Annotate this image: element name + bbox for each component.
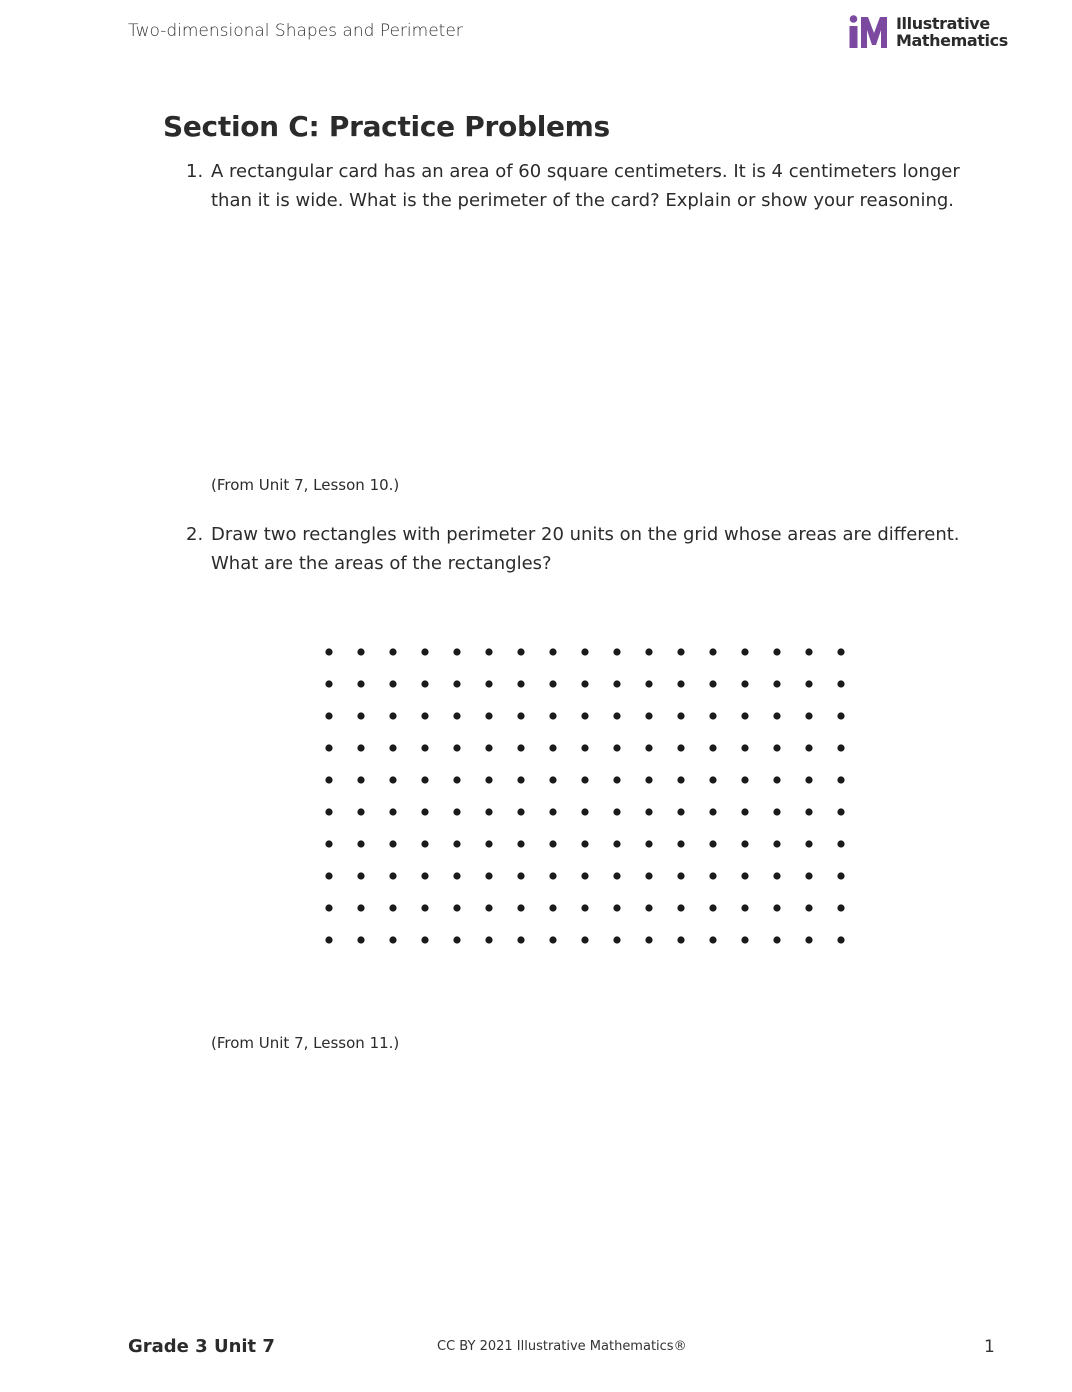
grid-dot <box>517 936 524 943</box>
grid-dot <box>581 936 588 943</box>
grid-dot <box>645 872 652 879</box>
grid-dot <box>741 904 748 911</box>
logo-line-1: Illustrative <box>896 14 990 33</box>
grid-dot <box>357 648 364 655</box>
grid-dot <box>805 840 812 847</box>
grid-dot <box>549 776 556 783</box>
grid-dot <box>421 840 428 847</box>
grid-dot <box>741 872 748 879</box>
footer-grade-unit: Grade 3 Unit 7 <box>128 1336 275 1357</box>
grid-dot <box>485 776 492 783</box>
grid-dot <box>549 744 556 751</box>
grid-dot <box>709 808 716 815</box>
grid-dot <box>325 648 332 655</box>
grid-dot <box>645 936 652 943</box>
section-title: Section C: Practice Problems <box>163 110 610 143</box>
grid-dot <box>357 680 364 687</box>
grid-dot <box>549 872 556 879</box>
grid-dot <box>709 904 716 911</box>
grid-dot <box>677 744 684 751</box>
grid-dot <box>581 776 588 783</box>
grid-dot <box>837 872 844 879</box>
grid-dot <box>613 744 620 751</box>
grid-dot <box>517 872 524 879</box>
problem-2-source: (From Unit 7, Lesson 11.) <box>211 1034 400 1052</box>
grid-dot <box>325 744 332 751</box>
problem-2-number: 2. <box>186 524 204 545</box>
grid-dot <box>357 936 364 943</box>
grid-dot <box>837 840 844 847</box>
grid-dot <box>453 648 460 655</box>
grid-dot <box>741 840 748 847</box>
problem-1-text: A rectangular card has an area of 60 square centimeters. It is 4 centimeters longer than it is wide. What is the perimeter of the card? Explain or show your reasoning. <box>211 161 960 211</box>
grid-dot <box>773 712 780 719</box>
grid-dot <box>837 648 844 655</box>
grid-dot <box>837 744 844 751</box>
grid-dot <box>581 904 588 911</box>
grid-dot <box>325 872 332 879</box>
grid-dot <box>421 904 428 911</box>
grid-dot <box>837 808 844 815</box>
grid-dot <box>549 712 556 719</box>
grid-dot <box>453 680 460 687</box>
grid-dot <box>709 872 716 879</box>
logo-line-2: Mathematics <box>896 31 1008 50</box>
grid-dot <box>357 904 364 911</box>
grid-dot <box>517 744 524 751</box>
grid-dot <box>581 872 588 879</box>
problem-1 <box>186 157 976 215</box>
grid-dot <box>645 744 652 751</box>
grid-dot <box>741 648 748 655</box>
grid-dot <box>805 648 812 655</box>
grid-dot <box>709 680 716 687</box>
problem-2 <box>186 520 976 578</box>
grid-dot <box>837 680 844 687</box>
grid-dot <box>837 776 844 783</box>
grid-dot <box>325 776 332 783</box>
grid-dot <box>357 808 364 815</box>
grid-dot <box>773 680 780 687</box>
grid-dot <box>357 872 364 879</box>
grid-dot <box>645 904 652 911</box>
grid-dot <box>453 872 460 879</box>
grid-dot <box>581 840 588 847</box>
grid-dot <box>453 904 460 911</box>
grid-dot <box>389 744 396 751</box>
grid-dot <box>581 808 588 815</box>
grid-dot <box>613 840 620 847</box>
grid-dot <box>805 744 812 751</box>
grid-dot <box>581 680 588 687</box>
grid-dot <box>389 840 396 847</box>
grid-dot <box>709 712 716 719</box>
grid-dot <box>709 776 716 783</box>
page-number: 1 <box>984 1337 995 1357</box>
grid-dot <box>453 936 460 943</box>
grid-dot <box>613 808 620 815</box>
grid-dot <box>549 680 556 687</box>
grid-dot <box>773 936 780 943</box>
grid-dot <box>485 680 492 687</box>
grid-dot <box>805 904 812 911</box>
grid-dot <box>453 808 460 815</box>
grid-dot <box>485 904 492 911</box>
grid-dot <box>549 808 556 815</box>
grid-dot <box>613 776 620 783</box>
grid-dot <box>389 808 396 815</box>
grid-dot <box>581 648 588 655</box>
grid-dot <box>581 744 588 751</box>
grid-dot <box>325 680 332 687</box>
grid-dot <box>325 904 332 911</box>
grid-dot <box>677 936 684 943</box>
grid-dot <box>581 712 588 719</box>
illustrative-mathematics-logo <box>848 14 1008 50</box>
grid-dot <box>741 680 748 687</box>
grid-dot <box>421 648 428 655</box>
grid-dot <box>741 744 748 751</box>
grid-dot <box>453 776 460 783</box>
grid-dot <box>549 904 556 911</box>
grid-dot <box>677 872 684 879</box>
grid-dot <box>741 776 748 783</box>
grid-dot <box>677 840 684 847</box>
grid-dot <box>421 744 428 751</box>
grid-dot <box>645 680 652 687</box>
grid-dot <box>485 744 492 751</box>
grid-dot <box>837 904 844 911</box>
grid-dot <box>325 808 332 815</box>
grid-dot <box>677 712 684 719</box>
grid-dot <box>709 648 716 655</box>
grid-dot <box>453 712 460 719</box>
grid-dot <box>357 840 364 847</box>
grid-dot <box>421 712 428 719</box>
grid-dot <box>325 712 332 719</box>
grid-dot <box>357 744 364 751</box>
grid-dot <box>677 904 684 911</box>
grid-dot <box>741 712 748 719</box>
grid-dot <box>421 936 428 943</box>
grid-dot <box>325 936 332 943</box>
grid-dot <box>517 776 524 783</box>
grid-dot <box>741 808 748 815</box>
grid-dot <box>389 680 396 687</box>
grid-dot <box>613 904 620 911</box>
grid-dot <box>485 840 492 847</box>
grid-dot <box>805 776 812 783</box>
grid-dot <box>613 680 620 687</box>
grid-dot <box>325 840 332 847</box>
grid-dot <box>773 744 780 751</box>
grid-dot <box>645 648 652 655</box>
grid-dot <box>709 936 716 943</box>
grid-dot <box>549 840 556 847</box>
grid-dot <box>613 872 620 879</box>
grid-dot <box>805 712 812 719</box>
problem-2-text: Draw two rectangles with perimeter 20 units on the grid whose areas are different. What are the areas of the rectangles? <box>211 524 960 574</box>
grid-dot <box>645 712 652 719</box>
grid-dot <box>805 808 812 815</box>
grid-dot <box>677 776 684 783</box>
grid-dot <box>645 776 652 783</box>
grid-dot <box>837 712 844 719</box>
grid-dot <box>613 712 620 719</box>
grid-dot <box>677 680 684 687</box>
grid-dot <box>517 680 524 687</box>
grid-dot <box>773 872 780 879</box>
grid-dot <box>773 776 780 783</box>
grid-dot <box>421 776 428 783</box>
grid-dot <box>485 936 492 943</box>
grid-dot <box>421 808 428 815</box>
grid-dot <box>773 904 780 911</box>
grid-dot <box>773 648 780 655</box>
grid-dot <box>517 648 524 655</box>
grid-dot <box>357 776 364 783</box>
grid-dot <box>805 680 812 687</box>
header-title: Two-dimensional Shapes and Perimeter <box>128 21 463 41</box>
grid-dot <box>517 808 524 815</box>
grid-dot <box>613 936 620 943</box>
grid-dot <box>549 648 556 655</box>
grid-dot <box>677 648 684 655</box>
grid-dot <box>421 872 428 879</box>
grid-dot <box>805 872 812 879</box>
grid-dot <box>741 936 748 943</box>
grid-dot <box>517 904 524 911</box>
grid-dot <box>805 936 812 943</box>
grid-dot <box>485 872 492 879</box>
im-logo-icon <box>848 15 888 49</box>
grid-dot <box>677 808 684 815</box>
grid-dot <box>453 744 460 751</box>
grid-dot <box>485 808 492 815</box>
grid-dot <box>389 776 396 783</box>
grid-dot <box>773 840 780 847</box>
grid-dot <box>389 872 396 879</box>
footer-copyright: CC BY 2021 Illustrative Mathematics® <box>437 1339 687 1354</box>
problem-1-source: (From Unit 7, Lesson 10.) <box>211 476 400 494</box>
grid-dot <box>549 936 556 943</box>
grid-dot <box>709 840 716 847</box>
grid-dot <box>357 712 364 719</box>
grid-dot <box>389 648 396 655</box>
grid-dot <box>517 840 524 847</box>
grid-dot <box>613 648 620 655</box>
grid-dot <box>485 648 492 655</box>
problem-1-number: 1. <box>186 161 204 182</box>
grid-dot <box>837 936 844 943</box>
grid-dot <box>645 808 652 815</box>
grid-dot <box>485 712 492 719</box>
grid-dot <box>709 744 716 751</box>
grid-dot <box>773 808 780 815</box>
grid-dot <box>389 712 396 719</box>
grid-dot <box>389 904 396 911</box>
grid-dot <box>389 936 396 943</box>
grid-dot <box>645 840 652 847</box>
grid-dot <box>421 680 428 687</box>
dot-grid[interactable] <box>320 642 852 950</box>
grid-dot <box>453 840 460 847</box>
grid-dot <box>517 712 524 719</box>
